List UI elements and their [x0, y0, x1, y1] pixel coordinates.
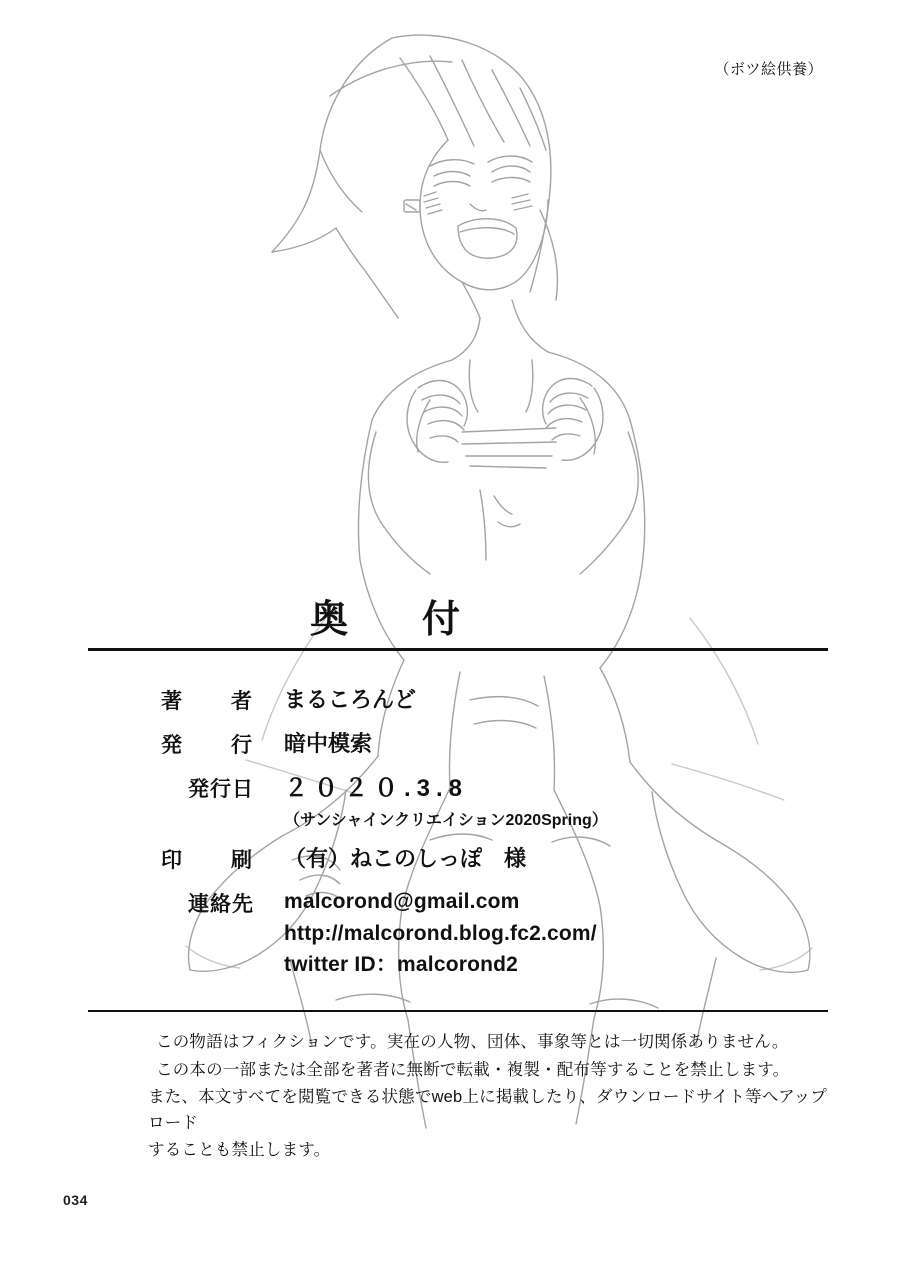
- field-label-date: 発行日: [188, 777, 254, 801]
- disclaimer-line-2: この本の一部または全部を著者に無断で転載・複製・配布等することを禁止します。: [156, 1060, 790, 1079]
- contact-twitter-id[interactable]: twitter ID：malcorond2: [284, 952, 519, 976]
- disclaimer-line-1: この物語はフィクションです。実在の人物、団体、事象等とは一切関係ありません。: [156, 1033, 789, 1052]
- field-value-author: まるころんど: [284, 686, 417, 712]
- field-value-publisher: 暗中模索: [284, 730, 373, 756]
- page-number: 034: [63, 1192, 88, 1208]
- field-row-contact: [88, 888, 828, 982]
- contact-blog-url[interactable]: http://malcorond.blog.fc2.com/: [284, 921, 597, 945]
- colophon-fields: [88, 685, 828, 982]
- field-row-publisher: [88, 729, 828, 759]
- top-right-note: （ボツ絵供養）: [714, 61, 823, 78]
- contact-email[interactable]: malcorond@gmail.com: [284, 890, 520, 914]
- title-divider: [88, 648, 828, 651]
- field-value-contact: [284, 888, 597, 982]
- colophon-title: 奥 付: [310, 599, 479, 641]
- field-row-printer: [88, 844, 828, 874]
- field-value-date-event: （サンシャインクリエイション2020Spring）: [284, 812, 608, 830]
- field-row-date: [88, 773, 828, 830]
- disclaimer-divider: [88, 1010, 828, 1012]
- field-value-date: ２０２０.3.8: [284, 774, 469, 802]
- field-value-printer: （有）ねこのしっぽ 様: [284, 846, 527, 872]
- colophon-block: [88, 600, 828, 1166]
- field-label-publisher: 発 行: [161, 733, 266, 757]
- field-label-author: 著 者: [161, 689, 266, 713]
- disclaimer-line-3: また、本文すべてを閲覧できる状態でweb上に掲載したり、ダウンロードサイト等へアップロード: [148, 1088, 828, 1132]
- disclaimer-text: [88, 1030, 828, 1164]
- disclaimer-line-4: することも禁止します。: [148, 1141, 331, 1160]
- field-row-author: [88, 685, 828, 715]
- field-label-printer: 印 刷: [161, 849, 266, 873]
- field-label-contact: 連絡先: [188, 893, 254, 917]
